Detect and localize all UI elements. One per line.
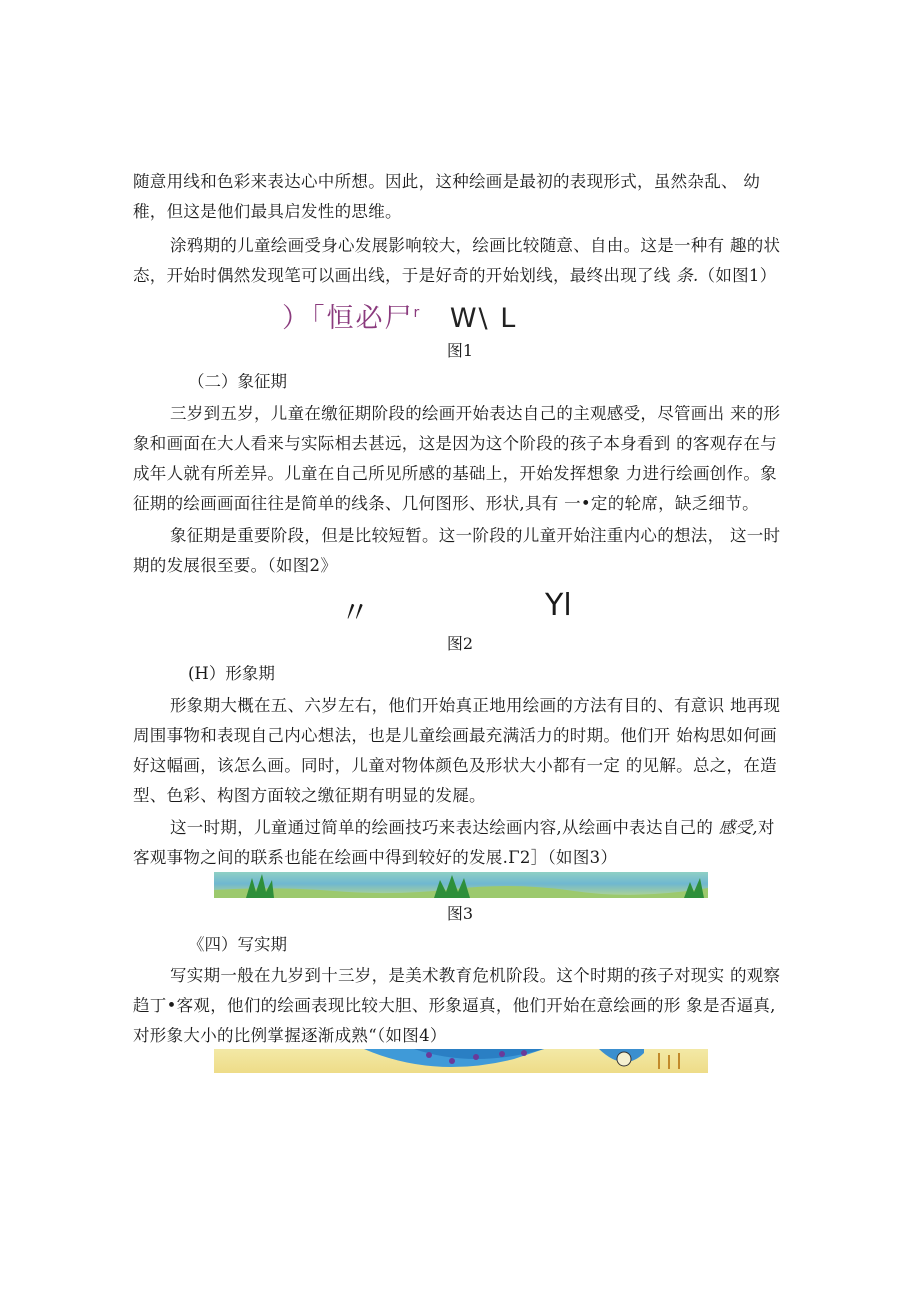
paragraph-line: 趋丁•客观，他们的绘画表现比较大胆、形象逼真，他们开始在意绘画的形 象是否逼真, bbox=[133, 996, 776, 1015]
paragraph-line bbox=[133, 266, 777, 286]
paragraph-line: 对形象大小的比例掌握逐渐成熟“（如图4） bbox=[133, 1026, 447, 1045]
paragraph-line: 随意用线和色彩来表达心中所想。因此，这种绘画是最初的表现形式，虽然杂乱、 幼 bbox=[133, 172, 761, 191]
text-run: 态，开始时偶然发现笔可以画出线，于是好奇的开始划线，最终出现了线 bbox=[133, 266, 677, 285]
paragraph-line: 成年人就有所差异。儿童在自己所见所感的基础上，开始发挥想象 力进行绘画创作。象 bbox=[133, 464, 777, 483]
paragraph-line: 稚，但这是他们最具启发性的思维。 bbox=[133, 202, 402, 221]
figure-1-fragment: ）「恒必尸 bbox=[282, 303, 414, 334]
paragraph-line: 周围事物和表现自己内心想法，也是儿童绘画最充满活力的时期。他们开 始构思如何画 bbox=[133, 726, 777, 745]
text-run: 这一时期，儿童通过简单的绘画技巧来表达绘画内容,从绘画中表达自己的 bbox=[170, 818, 719, 837]
paragraph-line bbox=[170, 818, 775, 838]
paragraph-line: 征期的绘画画面往往是简单的线条、几何图形、形状,具有 一•定的轮席，缺乏细节。 bbox=[133, 494, 759, 513]
figure-3-image bbox=[214, 872, 708, 898]
paragraph-line: 三岁到五岁，儿童在缴征期阶段的绘画开始表达自己的主观感受，尽管画出 来的形 bbox=[170, 404, 781, 423]
paragraph-line: 期的发展很至要。（如图2》 bbox=[133, 556, 338, 575]
figure-1-fragment: W\ L bbox=[449, 303, 518, 334]
figure-2-fragment: Yl bbox=[545, 588, 572, 623]
paragraph-line: 涂鸦期的儿童绘画受身心发展影响较大，绘画比较随意、自由。这是一种有 趣的状 bbox=[170, 236, 781, 255]
figure-1-fragment: r bbox=[413, 305, 422, 321]
figure-1-caption: 图1 bbox=[446, 341, 474, 360]
figure-2-fragment: 〃 bbox=[340, 596, 370, 631]
section-heading: （二）象征期 bbox=[188, 372, 287, 391]
paragraph-line: 象征期是重要阶段，但是比较短暂。这一阶段的儿童开始注重内心的想法， 这一时 bbox=[170, 526, 781, 545]
text-run-italic: 条. bbox=[676, 266, 699, 285]
paragraph-line: 客观事物之间的联系也能在绘画中得到较好的发展.Γ2］（如图3） bbox=[133, 848, 618, 867]
figure-4-image bbox=[214, 1049, 708, 1073]
figure-1-image bbox=[282, 296, 517, 335]
text-run-italic: 感受, bbox=[718, 818, 758, 837]
text-run: 对 bbox=[757, 818, 775, 837]
paragraph-line: 写实期一般在九岁到十三岁，是美术教育危机阶段。这个时期的孩子对现实 的观察 bbox=[170, 966, 781, 985]
section-heading: (H）形象期 bbox=[188, 664, 275, 683]
figure-3-caption: 图3 bbox=[446, 904, 474, 923]
figure-2-caption: 图2 bbox=[446, 634, 474, 653]
paragraph-line: 形象期大概在五、六岁左右，他们开始真正地用绘画的方法有目的、有意识 地再现 bbox=[170, 696, 781, 715]
paragraph-line: 好这幅画，该怎么画。同时，儿童对物体颜色及形状大小都有一定 的见解。总之，在造 bbox=[133, 756, 777, 775]
text-run: （如图1） bbox=[698, 266, 777, 285]
paragraph-line: 象和画面在大人看来与实际相去甚远，这是因为这个阶段的孩子本身看到 的客观存在与 bbox=[133, 434, 777, 453]
section-heading: 《四）写实期 bbox=[188, 935, 287, 954]
paragraph-line: 型、色彩、构图方面较之缴征期有明显的发屣。 bbox=[133, 786, 486, 805]
